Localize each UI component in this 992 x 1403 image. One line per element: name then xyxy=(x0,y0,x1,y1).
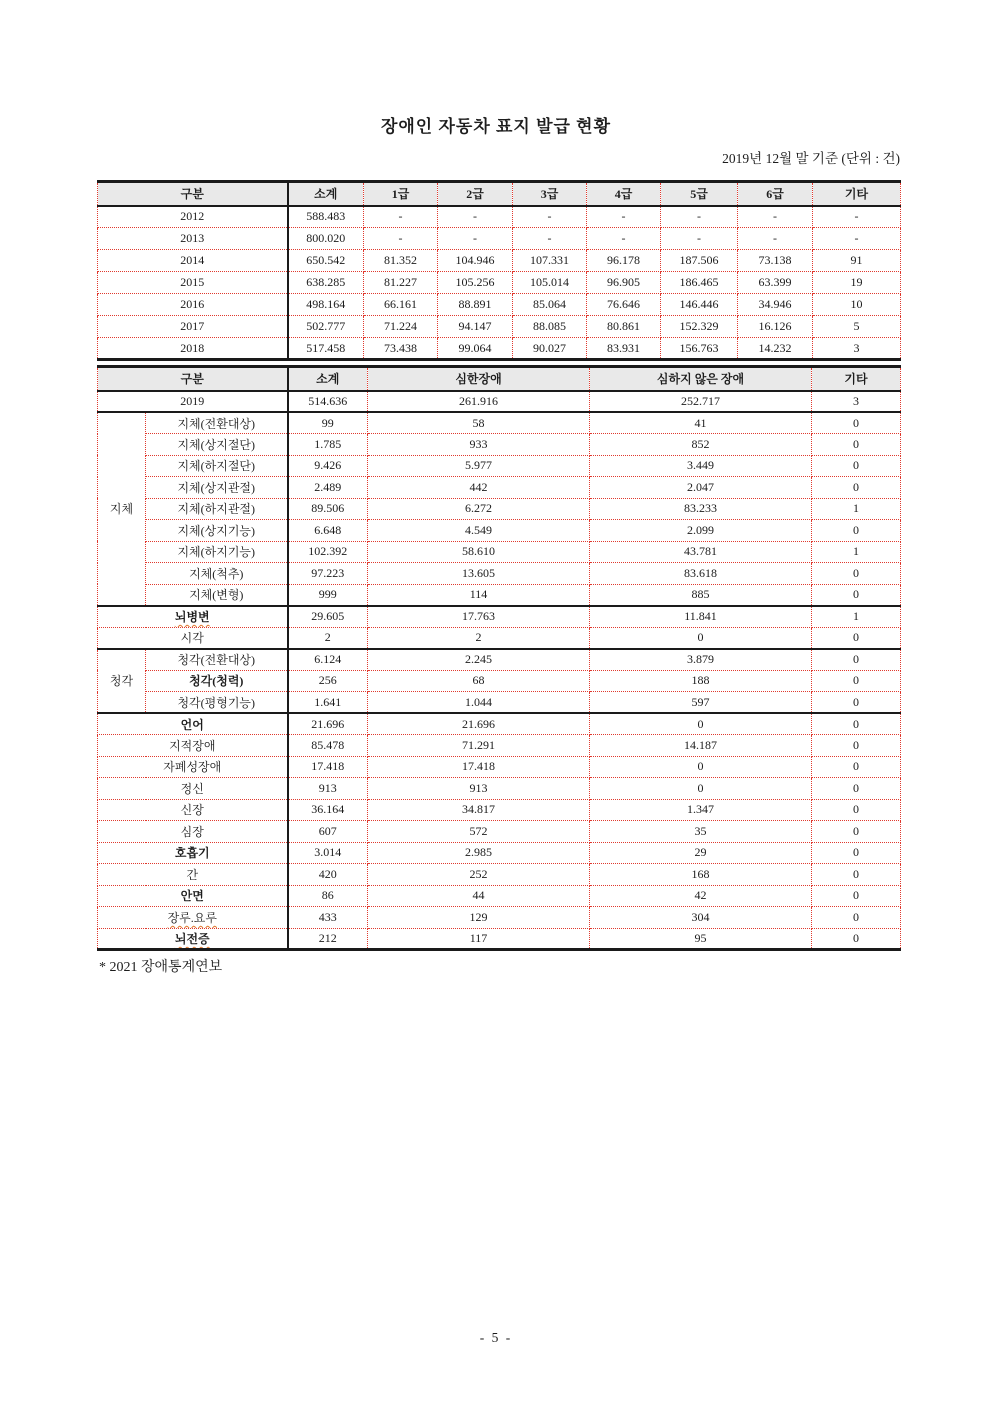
value-cell: 17.763 xyxy=(368,606,590,628)
value-cell: 498.164 xyxy=(288,294,364,316)
row-label: 뇌병변 xyxy=(98,606,288,628)
table-row xyxy=(98,670,901,692)
table-row xyxy=(98,455,901,477)
value-cell: 17.418 xyxy=(288,756,368,778)
value-cell: 256 xyxy=(288,670,368,692)
table-header-row xyxy=(98,367,901,391)
value-cell: - xyxy=(661,206,738,228)
value-cell: 107.331 xyxy=(513,250,587,272)
table-row xyxy=(98,928,901,950)
table-row xyxy=(98,885,901,907)
value-cell: 0 xyxy=(590,756,812,778)
row-label: 심장 xyxy=(98,821,288,843)
row-label: 간 xyxy=(98,864,288,886)
value-cell: - xyxy=(813,228,901,250)
table-row xyxy=(98,821,901,843)
value-cell: 0 xyxy=(590,627,812,649)
value-cell: 852 xyxy=(590,434,812,456)
row-label: 지적장애 xyxy=(98,735,288,757)
row-label: 2017 xyxy=(98,316,288,338)
value-cell: - xyxy=(513,228,587,250)
value-cell: 650.542 xyxy=(288,250,364,272)
value-cell: 86 xyxy=(288,885,368,907)
value-cell: 3 xyxy=(812,391,901,413)
value-cell: 97.223 xyxy=(288,563,368,585)
row-label: 2018 xyxy=(98,338,288,360)
value-cell: 2 xyxy=(288,627,368,649)
row-label: 지체(하지관절) xyxy=(146,498,288,520)
value-cell: 105.256 xyxy=(438,272,513,294)
value-cell: 5.977 xyxy=(368,455,590,477)
table-row xyxy=(98,477,901,499)
value-cell: 1 xyxy=(812,541,901,563)
value-cell: 66.161 xyxy=(364,294,438,316)
row-label: 청각(평형기능) xyxy=(146,692,288,714)
value-cell: 76.646 xyxy=(587,294,661,316)
row-label: 청각(청력) xyxy=(146,670,288,692)
value-cell: 0 xyxy=(812,670,901,692)
value-cell: 81.352 xyxy=(364,250,438,272)
table-row xyxy=(98,498,901,520)
value-cell: 420 xyxy=(288,864,368,886)
value-cell: 0 xyxy=(812,627,901,649)
table-row xyxy=(98,713,901,735)
table-row xyxy=(98,692,901,714)
row-label: 지체(전환대상) xyxy=(146,412,288,434)
table-row xyxy=(98,649,901,671)
value-cell: 13.605 xyxy=(368,563,590,585)
row-label: 안면 xyxy=(98,885,288,907)
value-cell: 71.291 xyxy=(368,735,590,757)
value-cell: 29 xyxy=(590,842,812,864)
value-cell: 96.905 xyxy=(587,272,661,294)
value-cell: 0 xyxy=(812,713,901,735)
value-cell: 29.605 xyxy=(288,606,368,628)
page-number: - 5 - xyxy=(479,1330,513,1345)
table-row xyxy=(98,864,901,886)
table-row xyxy=(98,391,901,413)
value-cell: 41 xyxy=(590,412,812,434)
value-cell: 6.124 xyxy=(288,649,368,671)
column-header-grade6: 6급 xyxy=(738,182,813,206)
value-cell: 0 xyxy=(812,563,901,585)
value-cell: - xyxy=(364,228,438,250)
value-cell: - xyxy=(661,228,738,250)
table-header-row xyxy=(98,182,901,206)
value-cell: - xyxy=(513,206,587,228)
value-cell: 6.272 xyxy=(368,498,590,520)
value-cell: 1.785 xyxy=(288,434,368,456)
column-header-sogye: 소계 xyxy=(288,367,368,391)
row-label: 2015 xyxy=(98,272,288,294)
value-cell: 90.027 xyxy=(513,338,587,360)
value-cell: 261.916 xyxy=(368,391,590,413)
value-cell: - xyxy=(813,206,901,228)
value-cell: 0 xyxy=(812,821,901,843)
value-cell: 0 xyxy=(812,692,901,714)
row-label: 자폐성장애 xyxy=(98,756,288,778)
value-cell: 1.347 xyxy=(590,799,812,821)
value-cell: 212 xyxy=(288,928,368,950)
row-label: 지체(상지관절) xyxy=(146,477,288,499)
value-cell: 10 xyxy=(813,294,901,316)
value-cell: 73.438 xyxy=(364,338,438,360)
value-cell: - xyxy=(438,228,513,250)
table-row xyxy=(98,206,901,228)
value-cell: 442 xyxy=(368,477,590,499)
value-cell: 58.610 xyxy=(368,541,590,563)
column-header-not-severe: 심하지 않은 장애 xyxy=(590,367,812,391)
table-row xyxy=(98,627,901,649)
value-cell: 913 xyxy=(288,778,368,800)
severity-detail-table xyxy=(97,365,901,951)
column-header-grade4: 4급 xyxy=(587,182,661,206)
value-cell: 104.946 xyxy=(438,250,513,272)
row-label: 2013 xyxy=(98,228,288,250)
table-row xyxy=(98,272,901,294)
value-cell: - xyxy=(738,206,813,228)
row-label: 지체(상지기능) xyxy=(146,520,288,542)
row-label: 2014 xyxy=(98,250,288,272)
row-label: 정신 xyxy=(98,778,288,800)
value-cell: 514.636 xyxy=(288,391,368,413)
value-cell: 0 xyxy=(812,864,901,886)
value-cell: 597 xyxy=(590,692,812,714)
value-cell: 17.418 xyxy=(368,756,590,778)
value-cell: 36.164 xyxy=(288,799,368,821)
value-cell: 21.696 xyxy=(368,713,590,735)
value-cell: 0 xyxy=(812,756,901,778)
table-row xyxy=(98,907,901,929)
table-row xyxy=(98,606,901,628)
value-cell: - xyxy=(738,228,813,250)
value-cell: 800.020 xyxy=(288,228,364,250)
table-row xyxy=(98,338,901,360)
footnote: * 2021 장애통계연보 xyxy=(99,960,223,975)
value-cell: 83.931 xyxy=(587,338,661,360)
value-cell: 1.044 xyxy=(368,692,590,714)
value-cell: 999 xyxy=(288,584,368,606)
value-cell: 80.861 xyxy=(587,316,661,338)
value-cell: 117 xyxy=(368,928,590,950)
table-row xyxy=(98,294,901,316)
value-cell: 572 xyxy=(368,821,590,843)
value-cell: - xyxy=(438,206,513,228)
value-cell: 99.064 xyxy=(438,338,513,360)
value-cell: 2 xyxy=(368,627,590,649)
value-cell: 129 xyxy=(368,907,590,929)
value-cell: 517.458 xyxy=(288,338,364,360)
row-group-label: 지체 xyxy=(98,412,146,606)
table-row xyxy=(98,584,901,606)
value-cell: 0 xyxy=(812,928,901,950)
value-cell: 105.014 xyxy=(513,272,587,294)
value-cell: 1.641 xyxy=(288,692,368,714)
row-label: 2012 xyxy=(98,206,288,228)
value-cell: 0 xyxy=(590,713,812,735)
table-row xyxy=(98,842,901,864)
value-cell: 34.946 xyxy=(738,294,813,316)
value-cell: 91 xyxy=(813,250,901,272)
value-cell: 44 xyxy=(368,885,590,907)
row-label: 시각 xyxy=(98,627,288,649)
value-cell: - xyxy=(587,206,661,228)
value-cell: 42 xyxy=(590,885,812,907)
value-cell: 152.329 xyxy=(661,316,738,338)
table-row xyxy=(98,778,901,800)
value-cell: 81.227 xyxy=(364,272,438,294)
value-cell: 14.232 xyxy=(738,338,813,360)
value-cell: 3.449 xyxy=(590,455,812,477)
value-cell: 9.426 xyxy=(288,455,368,477)
value-cell: 252 xyxy=(368,864,590,886)
value-cell: 433 xyxy=(288,907,368,929)
row-label: 신장 xyxy=(98,799,288,821)
value-cell: 88.891 xyxy=(438,294,513,316)
value-cell: 156.763 xyxy=(661,338,738,360)
value-cell: 102.392 xyxy=(288,541,368,563)
table-row xyxy=(98,520,901,542)
value-cell: 68 xyxy=(368,670,590,692)
row-label: 지체(척추) xyxy=(146,563,288,585)
value-cell: 0 xyxy=(812,778,901,800)
value-cell: 83.233 xyxy=(590,498,812,520)
value-cell: 913 xyxy=(368,778,590,800)
value-cell: 96.178 xyxy=(587,250,661,272)
value-cell: 885 xyxy=(590,584,812,606)
value-cell: 11.841 xyxy=(590,606,812,628)
row-label: 호흡기 xyxy=(98,842,288,864)
value-cell: 4.549 xyxy=(368,520,590,542)
value-cell: 0 xyxy=(812,520,901,542)
column-header-grade1: 1급 xyxy=(364,182,438,206)
table-row xyxy=(98,756,901,778)
row-label: 장루.요루 xyxy=(98,907,288,929)
value-cell: 607 xyxy=(288,821,368,843)
row-label: 뇌전증 xyxy=(98,928,288,950)
value-cell: 168 xyxy=(590,864,812,886)
value-cell: 5 xyxy=(813,316,901,338)
value-cell: 3.014 xyxy=(288,842,368,864)
value-cell: 0 xyxy=(812,412,901,434)
value-cell: 588.483 xyxy=(288,206,364,228)
page-title: 장애인 자동차 표지 발급 현황 xyxy=(380,117,612,136)
row-label: 언어 xyxy=(98,713,288,735)
value-cell: 252.717 xyxy=(590,391,812,413)
row-label: 2019 xyxy=(98,391,288,413)
value-cell: 2.985 xyxy=(368,842,590,864)
table-row xyxy=(98,316,901,338)
value-cell: 0 xyxy=(812,799,901,821)
value-cell: 88.085 xyxy=(513,316,587,338)
value-cell: - xyxy=(587,228,661,250)
row-group-label: 청각 xyxy=(98,649,146,714)
value-cell: 114 xyxy=(368,584,590,606)
table-row xyxy=(98,541,901,563)
value-cell: 21.696 xyxy=(288,713,368,735)
row-label: 지체(변형) xyxy=(146,584,288,606)
value-cell: 71.224 xyxy=(364,316,438,338)
table-row xyxy=(98,228,901,250)
value-cell: 0 xyxy=(812,455,901,477)
value-cell: 95 xyxy=(590,928,812,950)
value-cell: 0 xyxy=(812,842,901,864)
row-label: 지체(하지기능) xyxy=(146,541,288,563)
value-cell: 99 xyxy=(288,412,368,434)
value-cell: 3.879 xyxy=(590,649,812,671)
row-label: 지체(하지절단) xyxy=(146,455,288,477)
value-cell: 186.465 xyxy=(661,272,738,294)
value-cell: 85.064 xyxy=(513,294,587,316)
value-cell: 89.506 xyxy=(288,498,368,520)
column-header-etc: 기타 xyxy=(813,182,901,206)
column-header-grade3: 3급 xyxy=(513,182,587,206)
value-cell: 0 xyxy=(812,434,901,456)
value-cell: 0 xyxy=(812,885,901,907)
value-cell: 0 xyxy=(812,649,901,671)
value-cell: 2.245 xyxy=(368,649,590,671)
table-row xyxy=(98,434,901,456)
column-header-sogye: 소계 xyxy=(288,182,364,206)
table-row xyxy=(98,563,901,585)
value-cell: 35 xyxy=(590,821,812,843)
row-label: 2016 xyxy=(98,294,288,316)
row-label: 지체(상지절단) xyxy=(146,434,288,456)
column-header-gubun: 구분 xyxy=(98,182,288,206)
value-cell: 3 xyxy=(813,338,901,360)
value-cell: 0 xyxy=(590,778,812,800)
value-cell: 83.618 xyxy=(590,563,812,585)
value-cell: 2.099 xyxy=(590,520,812,542)
value-cell: 933 xyxy=(368,434,590,456)
table-row xyxy=(98,412,901,434)
value-cell: 638.285 xyxy=(288,272,364,294)
value-cell: 1 xyxy=(812,498,901,520)
grade-summary-table xyxy=(97,180,901,361)
value-cell: 2.489 xyxy=(288,477,368,499)
value-cell: 85.478 xyxy=(288,735,368,757)
value-cell: 14.187 xyxy=(590,735,812,757)
value-cell: 34.817 xyxy=(368,799,590,821)
value-cell: 0 xyxy=(812,477,901,499)
value-cell: 188 xyxy=(590,670,812,692)
row-label: 청각(전환대상) xyxy=(146,649,288,671)
value-cell: 187.506 xyxy=(661,250,738,272)
value-cell: 146.446 xyxy=(661,294,738,316)
column-header-gubun: 구분 xyxy=(98,367,288,391)
value-cell: 304 xyxy=(590,907,812,929)
value-cell: 16.126 xyxy=(738,316,813,338)
column-header-grade2: 2급 xyxy=(438,182,513,206)
value-cell: 0 xyxy=(812,735,901,757)
value-cell: 19 xyxy=(813,272,901,294)
value-cell: 502.777 xyxy=(288,316,364,338)
column-header-grade5: 5급 xyxy=(661,182,738,206)
value-cell: 1 xyxy=(812,606,901,628)
subtitle-caption: 2019년 12월 말 기준 (단위 : 건) xyxy=(722,151,900,166)
value-cell: 94.147 xyxy=(438,316,513,338)
value-cell: 0 xyxy=(812,907,901,929)
value-cell: 63.399 xyxy=(738,272,813,294)
value-cell: 2.047 xyxy=(590,477,812,499)
table-row xyxy=(98,799,901,821)
value-cell: 6.648 xyxy=(288,520,368,542)
table-row xyxy=(98,735,901,757)
column-header-etc: 기타 xyxy=(812,367,901,391)
value-cell: - xyxy=(364,206,438,228)
column-header-severe: 심한장애 xyxy=(368,367,590,391)
value-cell: 0 xyxy=(812,584,901,606)
value-cell: 58 xyxy=(368,412,590,434)
value-cell: 73.138 xyxy=(738,250,813,272)
value-cell: 43.781 xyxy=(590,541,812,563)
table-row xyxy=(98,250,901,272)
